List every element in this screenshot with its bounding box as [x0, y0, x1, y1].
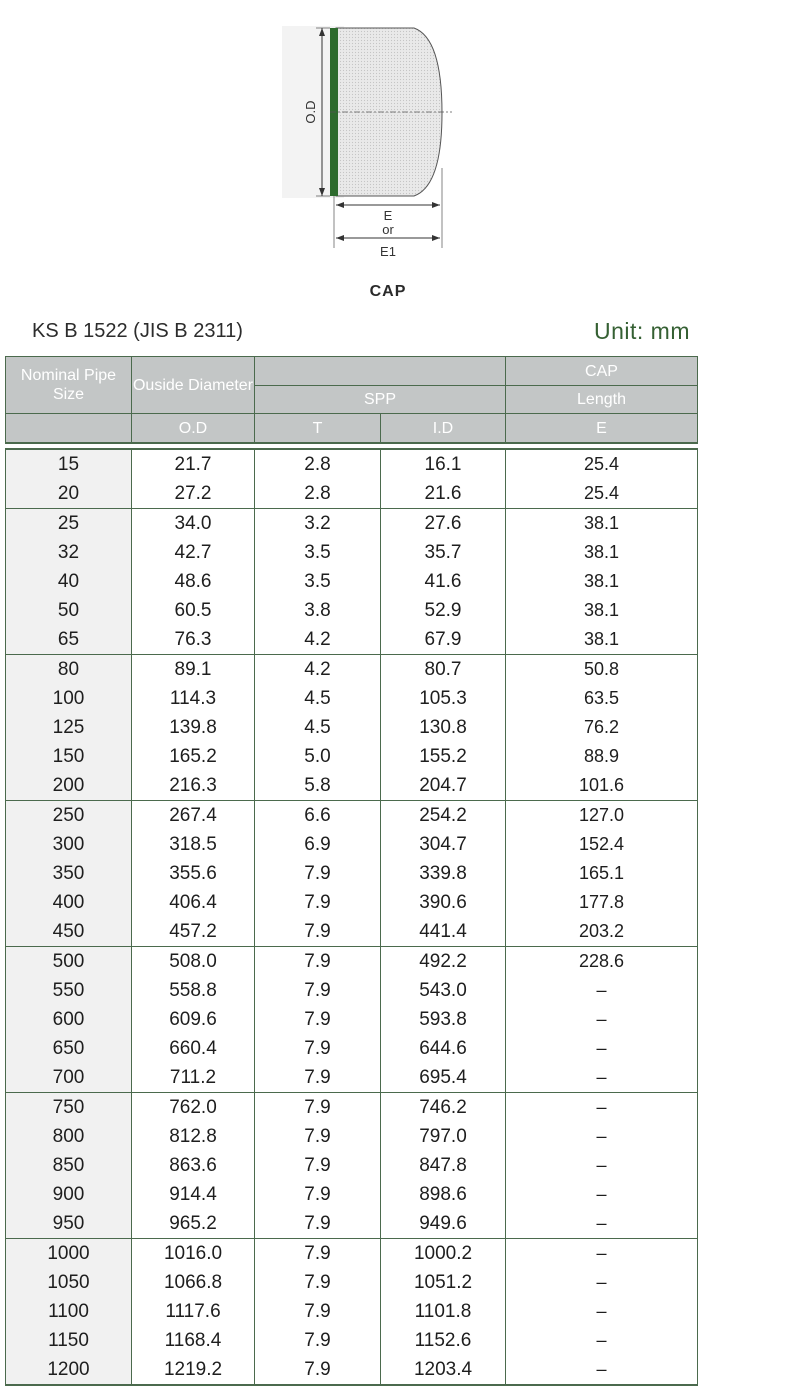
cell-t: 7.9 [255, 1297, 381, 1326]
cell-id: 27.6 [381, 509, 506, 539]
cell-t: 7.9 [255, 947, 381, 977]
table-row [6, 655, 698, 685]
cell-e: 88.9 [506, 742, 698, 771]
cell-e: 152.4 [506, 830, 698, 859]
cell-t: 4.5 [255, 713, 381, 742]
cell-od: 34.0 [132, 509, 255, 539]
cell-od: 609.6 [132, 1005, 255, 1034]
cell-t: 7.9 [255, 1063, 381, 1093]
cell-t: 7.9 [255, 1122, 381, 1151]
cell-e: 228.6 [506, 947, 698, 977]
standard-label: KS B 1522 (JIS B 2311) [32, 320, 243, 342]
cell-t: 7.9 [255, 917, 381, 947]
header-spp: SPP [255, 386, 506, 414]
cell-e: – [506, 1239, 698, 1269]
e-arrow-left [336, 202, 344, 208]
cell-id: 204.7 [381, 771, 506, 801]
cell-nominal-size: 20 [6, 479, 132, 509]
cell-nominal-size: 32 [6, 538, 132, 567]
table-row [6, 1355, 698, 1385]
table-row [6, 771, 698, 801]
table-row [6, 917, 698, 947]
table-row [6, 801, 698, 831]
cell-e: 25.4 [506, 479, 698, 509]
cell-nominal-size: 125 [6, 713, 132, 742]
cell-id: 130.8 [381, 713, 506, 742]
cell-e: 38.1 [506, 596, 698, 625]
unit-label: Unit: mm [594, 318, 690, 344]
cell-e: – [506, 1093, 698, 1123]
header-od: O.D [132, 414, 255, 444]
e1-arrow-right [432, 235, 440, 241]
cell-nominal-size: 300 [6, 830, 132, 859]
cell-nominal-size: 550 [6, 976, 132, 1005]
cell-nominal-size: 500 [6, 947, 132, 977]
cell-nominal-size: 900 [6, 1180, 132, 1209]
cell-t: 5.8 [255, 771, 381, 801]
cell-id: 746.2 [381, 1093, 506, 1123]
cell-e: 127.0 [506, 801, 698, 831]
cell-od: 1117.6 [132, 1297, 255, 1326]
cell-od: 42.7 [132, 538, 255, 567]
table-row [6, 742, 698, 771]
cell-id: 593.8 [381, 1005, 506, 1034]
cell-nominal-size: 150 [6, 742, 132, 771]
table-row [6, 976, 698, 1005]
cell-od: 863.6 [132, 1151, 255, 1180]
cell-nominal-size: 50 [6, 596, 132, 625]
od-label: O.D [303, 100, 318, 124]
table-row [6, 830, 698, 859]
cell-t: 4.2 [255, 625, 381, 655]
cell-od: 508.0 [132, 947, 255, 977]
cell-id: 1203.4 [381, 1355, 506, 1385]
cell-nominal-size: 750 [6, 1093, 132, 1123]
table-row [6, 1326, 698, 1355]
cell-nominal-size: 100 [6, 684, 132, 713]
table-row [6, 1268, 698, 1297]
cell-e: 38.1 [506, 538, 698, 567]
cell-id: 41.6 [381, 567, 506, 596]
cell-e: – [506, 976, 698, 1005]
cell-nominal-size: 1000 [6, 1239, 132, 1269]
cell-od: 1066.8 [132, 1268, 255, 1297]
cell-id: 492.2 [381, 947, 506, 977]
cell-nominal-size: 1100 [6, 1297, 132, 1326]
cell-t: 7.9 [255, 1151, 381, 1180]
header-outside-diameter: Ouside Diameter [132, 357, 255, 414]
cell-t: 7.9 [255, 1034, 381, 1063]
diagram-title: CAP [369, 283, 407, 300]
cell-e: – [506, 1180, 698, 1209]
cell-t: 4.5 [255, 684, 381, 713]
cell-id: 543.0 [381, 976, 506, 1005]
cell-nominal-size: 1200 [6, 1355, 132, 1385]
table-row [6, 509, 698, 539]
cell-t: 7.9 [255, 1239, 381, 1269]
cap-diagram [282, 18, 482, 268]
cell-nominal-size: 650 [6, 1034, 132, 1063]
cell-e: – [506, 1063, 698, 1093]
cell-nominal-size: 250 [6, 801, 132, 831]
cell-t: 2.8 [255, 449, 381, 479]
cell-t: 3.5 [255, 567, 381, 596]
cell-e: – [506, 1122, 698, 1151]
cell-e: 63.5 [506, 684, 698, 713]
cell-nominal-size: 200 [6, 771, 132, 801]
cell-id: 949.6 [381, 1209, 506, 1239]
cell-t: 7.9 [255, 1355, 381, 1385]
cell-t: 6.9 [255, 830, 381, 859]
cell-od: 60.5 [132, 596, 255, 625]
cell-e: 38.1 [506, 567, 698, 596]
table-row [6, 625, 698, 655]
cell-t: 7.9 [255, 1268, 381, 1297]
cell-nominal-size: 450 [6, 917, 132, 947]
cell-e: 177.8 [506, 888, 698, 917]
table-row [6, 596, 698, 625]
cell-id: 898.6 [381, 1180, 506, 1209]
e1-arrow-left [336, 235, 344, 241]
cell-id: 105.3 [381, 684, 506, 713]
cell-od: 660.4 [132, 1034, 255, 1063]
table-header [6, 357, 698, 450]
cell-od: 965.2 [132, 1209, 255, 1239]
cell-t: 7.9 [255, 976, 381, 1005]
cell-od: 457.2 [132, 917, 255, 947]
cap-dimension-table [5, 356, 698, 1386]
cell-id: 21.6 [381, 479, 506, 509]
cell-t: 6.6 [255, 801, 381, 831]
table-row [6, 684, 698, 713]
cell-nominal-size: 25 [6, 509, 132, 539]
cell-t: 7.9 [255, 1005, 381, 1034]
cell-e: 165.1 [506, 859, 698, 888]
table-row [6, 1209, 698, 1239]
cell-od: 1016.0 [132, 1239, 255, 1269]
cell-e: – [506, 1297, 698, 1326]
cell-od: 21.7 [132, 449, 255, 479]
cell-nominal-size: 400 [6, 888, 132, 917]
cell-e: 50.8 [506, 655, 698, 685]
cell-od: 27.2 [132, 479, 255, 509]
cell-id: 67.9 [381, 625, 506, 655]
cell-nominal-size: 800 [6, 1122, 132, 1151]
cell-e: – [506, 1268, 698, 1297]
cell-nominal-size: 700 [6, 1063, 132, 1093]
cell-od: 812.8 [132, 1122, 255, 1151]
cell-id: 16.1 [381, 449, 506, 479]
cell-t: 5.0 [255, 742, 381, 771]
table-row [6, 1297, 698, 1326]
cell-t: 3.8 [255, 596, 381, 625]
table-row [6, 1034, 698, 1063]
e-arrow-right [432, 202, 440, 208]
cell-nominal-size: 80 [6, 655, 132, 685]
cell-od: 355.6 [132, 859, 255, 888]
cell-e: – [506, 1034, 698, 1063]
cell-od: 114.3 [132, 684, 255, 713]
cell-id: 1101.8 [381, 1297, 506, 1326]
header-cap: CAP [506, 357, 698, 386]
cell-nominal-size: 850 [6, 1151, 132, 1180]
cell-nominal-size: 40 [6, 567, 132, 596]
cell-od: 165.2 [132, 742, 255, 771]
cell-od: 267.4 [132, 801, 255, 831]
cell-t: 7.9 [255, 1093, 381, 1123]
cell-t: 7.9 [255, 1209, 381, 1239]
cell-t: 2.8 [255, 479, 381, 509]
or-label: or [382, 222, 394, 237]
cell-od: 48.6 [132, 567, 255, 596]
cell-nominal-size: 1050 [6, 1268, 132, 1297]
cell-id: 441.4 [381, 917, 506, 947]
table-row [6, 1063, 698, 1093]
cell-t: 7.9 [255, 1180, 381, 1209]
cell-od: 711.2 [132, 1063, 255, 1093]
cell-e: – [506, 1005, 698, 1034]
table-row [6, 888, 698, 917]
cell-e: 203.2 [506, 917, 698, 947]
cell-e: 38.1 [506, 509, 698, 539]
cell-od: 762.0 [132, 1093, 255, 1123]
e-label: E [383, 208, 393, 223]
cell-id: 35.7 [381, 538, 506, 567]
header-length: Length [506, 386, 698, 414]
cell-id: 847.8 [381, 1151, 506, 1180]
cell-nominal-size: 600 [6, 1005, 132, 1034]
table-row [6, 947, 698, 977]
cell-id: 390.6 [381, 888, 506, 917]
cell-id: 339.8 [381, 859, 506, 888]
e1-label: E1 [380, 244, 396, 259]
cell-e: – [506, 1326, 698, 1355]
cell-e: 101.6 [506, 771, 698, 801]
table-row [6, 567, 698, 596]
cell-t: 7.9 [255, 1326, 381, 1355]
cell-e: – [506, 1151, 698, 1180]
cell-od: 89.1 [132, 655, 255, 685]
cell-od: 406.4 [132, 888, 255, 917]
cell-nominal-size: 950 [6, 1209, 132, 1239]
table-row [6, 449, 698, 479]
cell-od: 914.4 [132, 1180, 255, 1209]
cell-id: 1152.6 [381, 1326, 506, 1355]
cell-e: 76.2 [506, 713, 698, 742]
cell-t: 7.9 [255, 888, 381, 917]
cell-od: 1168.4 [132, 1326, 255, 1355]
cell-id: 1051.2 [381, 1268, 506, 1297]
table-row [6, 479, 698, 509]
table-row [6, 859, 698, 888]
header-id: I.D [381, 414, 506, 444]
table-row [6, 713, 698, 742]
cell-od: 76.3 [132, 625, 255, 655]
header-e: E [506, 414, 698, 444]
cell-nominal-size: 65 [6, 625, 132, 655]
cell-od: 1219.2 [132, 1355, 255, 1385]
cell-id: 1000.2 [381, 1239, 506, 1269]
header-nominal-pipe-size: Nominal Pipe Size [6, 357, 132, 414]
cell-id: 695.4 [381, 1063, 506, 1093]
cell-e: 25.4 [506, 449, 698, 479]
table-row [6, 538, 698, 567]
table-row [6, 1005, 698, 1034]
cell-e: – [506, 1355, 698, 1385]
cell-e: 38.1 [506, 625, 698, 655]
cell-id: 80.7 [381, 655, 506, 685]
header-spp-top [255, 357, 506, 386]
cell-nominal-size: 15 [6, 449, 132, 479]
cell-t: 4.2 [255, 655, 381, 685]
cell-nominal-size: 1150 [6, 1326, 132, 1355]
table-row [6, 1093, 698, 1123]
table-row [6, 1122, 698, 1151]
header-t: T [255, 414, 381, 444]
table-body [6, 449, 698, 1385]
cell-id: 304.7 [381, 830, 506, 859]
cell-id: 155.2 [381, 742, 506, 771]
cell-e: – [506, 1209, 698, 1239]
table-row [6, 1151, 698, 1180]
cell-od: 318.5 [132, 830, 255, 859]
table-row [6, 1180, 698, 1209]
cell-id: 52.9 [381, 596, 506, 625]
cell-t: 3.5 [255, 538, 381, 567]
cell-id: 254.2 [381, 801, 506, 831]
cell-nominal-size: 350 [6, 859, 132, 888]
cell-id: 797.0 [381, 1122, 506, 1151]
header-nominal-sub [6, 414, 132, 444]
cell-t: 3.2 [255, 509, 381, 539]
cell-od: 216.3 [132, 771, 255, 801]
table-row [6, 1239, 698, 1269]
cell-t: 7.9 [255, 859, 381, 888]
cell-id: 644.6 [381, 1034, 506, 1063]
cell-od: 139.8 [132, 713, 255, 742]
cell-od: 558.8 [132, 976, 255, 1005]
